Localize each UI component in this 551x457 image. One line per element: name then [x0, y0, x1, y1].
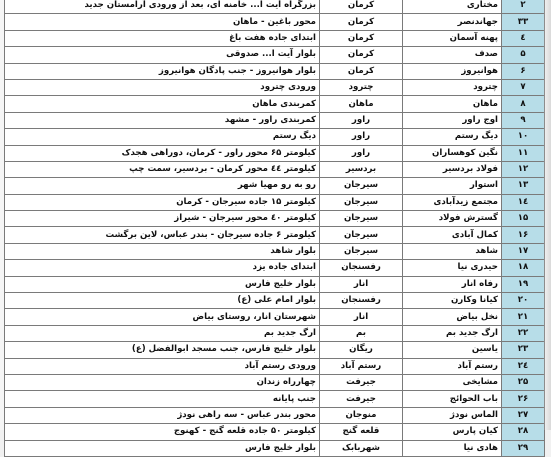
- row-number: ۲۲: [502, 325, 545, 341]
- station-address: بلوار خلیج فارس: [5, 276, 320, 292]
- station-address: شهرستان انار، روستای بیاض: [5, 309, 320, 325]
- table-row: [5, 112, 545, 128]
- station-city: راور: [320, 112, 403, 128]
- table-row: [5, 276, 545, 292]
- station-address: محور بندر عباس - سه راهی نودژ: [5, 407, 320, 423]
- station-name: هوانیروز: [403, 63, 502, 79]
- row-number: ۲۳: [502, 342, 545, 358]
- station-address: دیگ رستم: [5, 129, 320, 145]
- station-city: شهربابک: [320, 440, 403, 456]
- station-address: محور باغین - ماهان: [5, 14, 320, 30]
- row-number: ۲۰: [502, 293, 545, 309]
- station-city: قلعه گنج: [320, 424, 403, 440]
- row-number: ۳۳: [502, 14, 545, 30]
- station-city: رفسنجان: [320, 260, 403, 276]
- row-number: ۲۶: [502, 391, 545, 407]
- station-name: الماس نودژ: [403, 407, 502, 423]
- station-name: ارگ جدید بم: [403, 325, 502, 341]
- station-city: کرمان: [320, 30, 403, 46]
- station-address: چهارراه زندان: [5, 374, 320, 390]
- station-name: دیگ رستم: [403, 129, 502, 145]
- station-address: ابتدای جاده هفت باغ: [5, 30, 320, 46]
- station-address: کیلومتر ٤۰ محور سیرجان - شیراز: [5, 211, 320, 227]
- station-name: باب الحوائج: [403, 391, 502, 407]
- station-address: کیلومتر ۶۵ محور راور - کرمان، دوراهی هجدک: [5, 145, 320, 161]
- row-number: ۱۰: [502, 129, 545, 145]
- table-row: [5, 342, 545, 358]
- row-number: ۲۹: [502, 440, 545, 456]
- station-name: حیدری نیا: [403, 260, 502, 276]
- station-city: راور: [320, 129, 403, 145]
- station-name: فولاد بردسیر: [403, 161, 502, 177]
- station-name: اوج راور: [403, 112, 502, 128]
- row-number: ٤: [502, 30, 545, 46]
- station-name: یاسین: [403, 342, 502, 358]
- station-address: کمربندی ماهان: [5, 96, 320, 112]
- station-address: کیلومتر ۶ جاده سیرجان - بندر عباس، لاین برگشت: [5, 227, 320, 243]
- station-name: ماهان: [403, 96, 502, 112]
- station-address: بلوار هوانیروز - جنب پادگان هوانیروز: [5, 63, 320, 79]
- station-address: کیلومتر ۱۵ جاده سیرجان - کرمان: [5, 194, 320, 210]
- station-name: جهاندنصر: [403, 14, 502, 30]
- station-address: کیلومتر ٤٤ محور کرمان - بردسیر، سمت چپ: [5, 161, 320, 177]
- station-city: کرمان: [320, 47, 403, 63]
- table-row: [5, 0, 545, 14]
- table-row: [5, 243, 545, 259]
- row-number: ۱۱: [502, 145, 545, 161]
- table-row: [5, 96, 545, 112]
- row-number: ۲۱: [502, 309, 545, 325]
- station-city: جیرفت: [320, 391, 403, 407]
- table-row: [5, 14, 545, 30]
- station-address: بلوار آیت ا... صدوقی: [5, 47, 320, 63]
- table-row: [5, 63, 545, 79]
- station-address: ارگ جدید بم: [5, 325, 320, 341]
- table-row: [5, 145, 545, 161]
- station-address: بلوار خلیج فارس: [5, 440, 320, 456]
- station-name: چترود: [403, 79, 502, 95]
- row-number: ۶: [502, 63, 545, 79]
- table-row: [5, 325, 545, 341]
- station-city: راور: [320, 145, 403, 161]
- station-name: رستم آباد: [403, 358, 502, 374]
- row-number: ۱۳: [502, 178, 545, 194]
- station-name: کمال آبادی: [403, 227, 502, 243]
- row-number: ۱۷: [502, 243, 545, 259]
- station-address: بلوار خلیج فارس، جنب مسجد ابوالفضل (ع): [5, 342, 320, 358]
- row-number: ۷: [502, 79, 545, 95]
- station-city: رستم آباد: [320, 358, 403, 374]
- station-address: بلوار شاهد: [5, 243, 320, 259]
- station-city: سیرجان: [320, 243, 403, 259]
- station-name: نخل بیاض: [403, 309, 502, 325]
- station-name: پهنه آسمان: [403, 30, 502, 46]
- station-city: کرمان: [320, 14, 403, 30]
- station-address: رو به رو مهیا شهر: [5, 178, 320, 194]
- table-row: [5, 79, 545, 95]
- station-address: جنب پایانه: [5, 391, 320, 407]
- station-name: کیان پارس: [403, 424, 502, 440]
- table-row: [5, 227, 545, 243]
- table-row: [5, 129, 545, 145]
- station-address: ورودی رستم آباد: [5, 358, 320, 374]
- table-row: [5, 309, 545, 325]
- row-number: ۲٤: [502, 358, 545, 374]
- station-city: انار: [320, 309, 403, 325]
- row-number: ۹: [502, 112, 545, 128]
- station-city: رفسنجان: [320, 293, 403, 309]
- station-city: سیرجان: [320, 178, 403, 194]
- table-row: [5, 30, 545, 46]
- row-number: ۱٤: [502, 194, 545, 210]
- station-city: انار: [320, 276, 403, 292]
- station-name: صدف: [403, 47, 502, 63]
- station-name: استوار: [403, 178, 502, 194]
- row-number: ۱۹: [502, 276, 545, 292]
- station-name: کیانا وکارن: [403, 293, 502, 309]
- table-row: [5, 161, 545, 177]
- station-city: سیرجان: [320, 211, 403, 227]
- row-number: ۸: [502, 96, 545, 112]
- station-address: ورودی چترود: [5, 79, 320, 95]
- station-address: کمربندی راور - مشهد: [5, 112, 320, 128]
- station-name: مجتمع زیدآبادی: [403, 194, 502, 210]
- row-number: ۱۲: [502, 161, 545, 177]
- row-number: ۱۸: [502, 260, 545, 276]
- table-row: [5, 47, 545, 63]
- row-number: ۵: [502, 47, 545, 63]
- station-name: مشایخی: [403, 374, 502, 390]
- station-city: بردسیر: [320, 161, 403, 177]
- table-row: [5, 358, 545, 374]
- station-city: سیرجان: [320, 194, 403, 210]
- station-address: بزرگراه آیت ا... خامنه ای، بعد از ورودی آرامستان جدید: [5, 0, 320, 14]
- station-address: کیلومتر ۵۰ جاده قلعه گنج - کهنوج: [5, 424, 320, 440]
- table-row: [5, 374, 545, 390]
- station-city: سیرجان: [320, 227, 403, 243]
- table-row: [5, 391, 545, 407]
- station-city: بم: [320, 325, 403, 341]
- station-city: جیرفت: [320, 374, 403, 390]
- station-city: کرمان: [320, 63, 403, 79]
- table-row: [5, 407, 545, 423]
- row-number: ۱۵: [502, 211, 545, 227]
- row-number: ۲۷: [502, 407, 545, 423]
- row-number: ۲: [502, 0, 545, 14]
- table-row: [5, 260, 545, 276]
- stations-table: [4, 0, 545, 457]
- station-name: رفاه انار: [403, 276, 502, 292]
- station-name: گسترش فولاد: [403, 211, 502, 227]
- row-number: ۲۸: [502, 424, 545, 440]
- station-address: ابتدای جاده یزد: [5, 260, 320, 276]
- table-row: [5, 293, 545, 309]
- table-row: [5, 440, 545, 456]
- station-name: هادی نیا: [403, 440, 502, 456]
- station-city: منوجان: [320, 407, 403, 423]
- station-city: ماهان: [320, 96, 403, 112]
- table-row: [5, 194, 545, 210]
- station-city: ریگان: [320, 342, 403, 358]
- station-address: بلوار امام علی (ع): [5, 293, 320, 309]
- station-city: کرمان: [320, 0, 403, 14]
- stations-table-body: [5, 0, 545, 456]
- row-number: ۲۵: [502, 374, 545, 390]
- table-row: [5, 211, 545, 227]
- station-name: نگین کوهساران: [403, 145, 502, 161]
- station-name: مختاری: [403, 0, 502, 14]
- station-name: شاهد: [403, 243, 502, 259]
- table-row: [5, 178, 545, 194]
- station-city: چترود: [320, 79, 403, 95]
- table-row: [5, 424, 545, 440]
- page-edge-shadow: [543, 0, 551, 430]
- row-number: ۱۶: [502, 227, 545, 243]
